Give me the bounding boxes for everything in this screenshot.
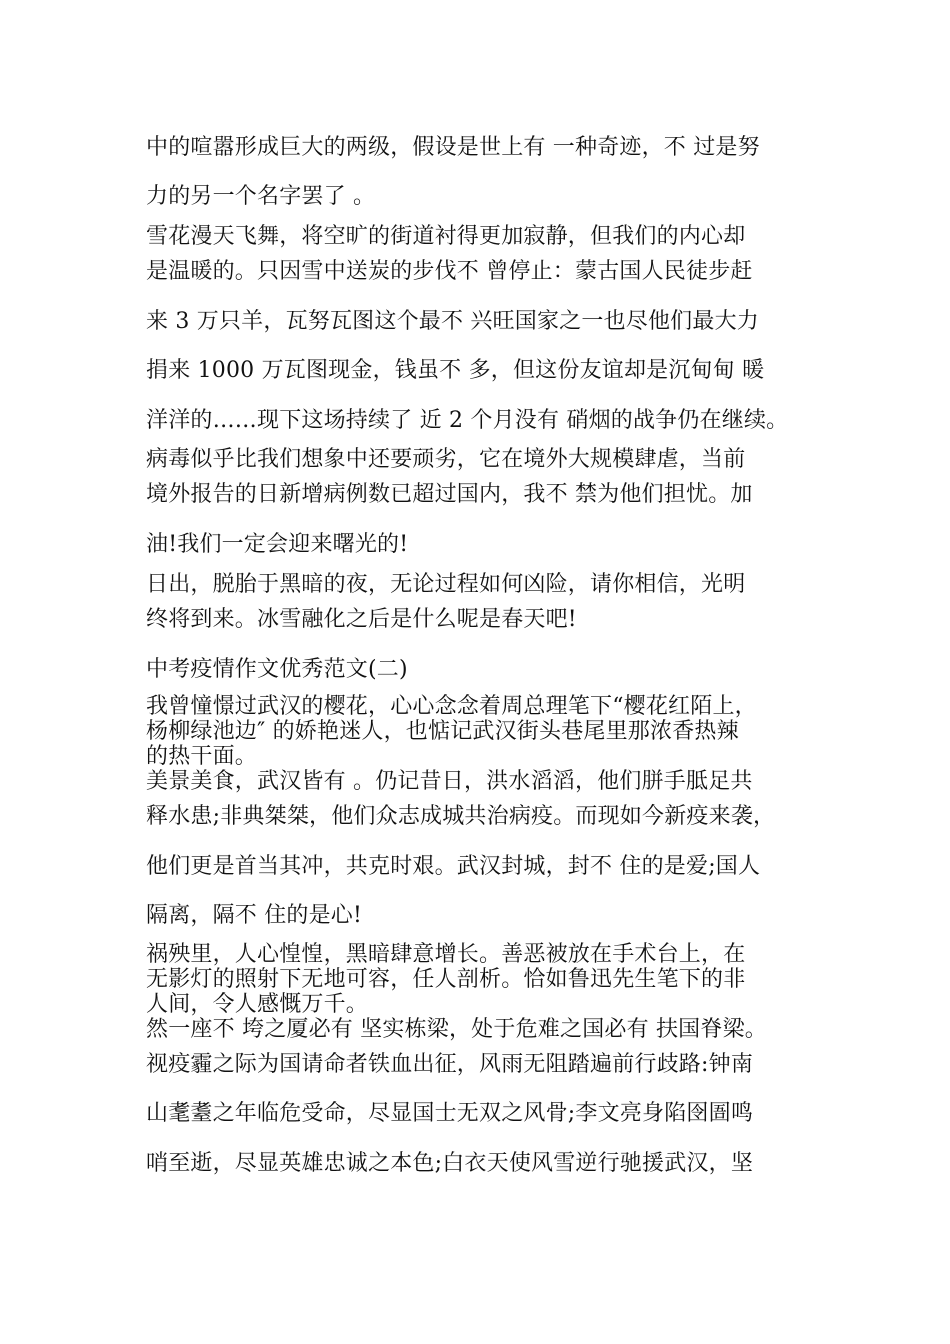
text-line: 美景美食，武汉皆有 。仍记昔日，洪水滔滔，他们胼手胝足共 (146, 769, 753, 794)
text-line: 隔离，隔不 住的是心! (146, 903, 363, 928)
text-line: 雪花漫天飞舞，将空旷的街道衬得更加寂静，但我们的内心却 (146, 224, 746, 249)
text-line: 他们更是首当其冲，共克时艰。武汉封城，封不 住的是爱;国人 (146, 854, 761, 879)
text-line: 杨柳绿池边″ 的娇艳迷人，也惦记武汉街头巷尾里那浓香热辣 (146, 719, 739, 744)
text-line: 山耄耋之年临危受命，尽显国士无双之风骨;李文亮身陷囹圄鸣 (146, 1101, 754, 1126)
text-line: 洋洋的……现下这场持续了 近 2 个月没有 硝烟的战争仍在继续。 (146, 408, 789, 433)
text-line: 我曾憧憬过武汉的樱花，心心念念着周总理笔下“樱花红陌上， (146, 694, 757, 719)
text-line: 祸殃里，人心惶惶，黑暗肆意增长。善恶被放在手术台上，在 (146, 942, 746, 967)
text-line: 中的喧嚣形成巨大的两级，假设是世上有 一种奇迹，不 过是努 (146, 135, 760, 160)
text-line: 无影灯的照射下无地可容，任人剖析。恰如鲁迅先生笔下的非 (146, 967, 746, 992)
text-line: 哨至逝，尽显英雄忠诚之本色;白衣天使风雪逆行驰援武汉，坚 (146, 1151, 754, 1176)
text-line: 力的另一个名字罢了 。 (146, 184, 376, 209)
text-line: 终将到来。冰雪融化之后是什么呢是春天吧! (146, 607, 577, 632)
text-line: 日出，脱胎于黑暗的夜，无论过程如何凶险，请你相信，光明 (146, 572, 746, 597)
text-line: 油!我们一定会迎来曙光的! (146, 532, 409, 557)
text-line: 来 3 万只羊，瓦努瓦图这个最不 兴旺国家之一也尽他们最大力 (146, 309, 759, 334)
text-line: 捐来 1000 万瓦图现金，钱虽不 多，但这份友谊却是沉甸甸 暖 (146, 358, 765, 383)
text-line: 人间，令人感慨万千。 (146, 992, 369, 1017)
text-line: 境外报告的日新增病例数已超过国内，我不 禁为他们担忧。加 (146, 482, 753, 507)
section-heading: 中考疫情作文优秀范文(二) (146, 657, 408, 682)
text-line: 的热干面。 (146, 744, 258, 769)
text-line: 释水患;非典桀桀，他们众志成城共治病疫。而现如今新疫来袭， (146, 804, 776, 829)
text-line: 病毒似乎比我们想象中还要顽劣，它在境外大规模肆虐，当前 (146, 447, 746, 472)
text-line: 视疫霾之际为国请命者铁血出征，风雨无阻踏遍前行歧路:钟南 (146, 1052, 754, 1077)
text-line: 是温暖的。只因雪中送炭的步伐不 曾停止：蒙古国人民徒步赶 (146, 259, 753, 284)
text-line: 然一座不 垮之厦必有 坚实栋梁，处于危难之国必有 扶国脊梁。 (146, 1017, 767, 1042)
